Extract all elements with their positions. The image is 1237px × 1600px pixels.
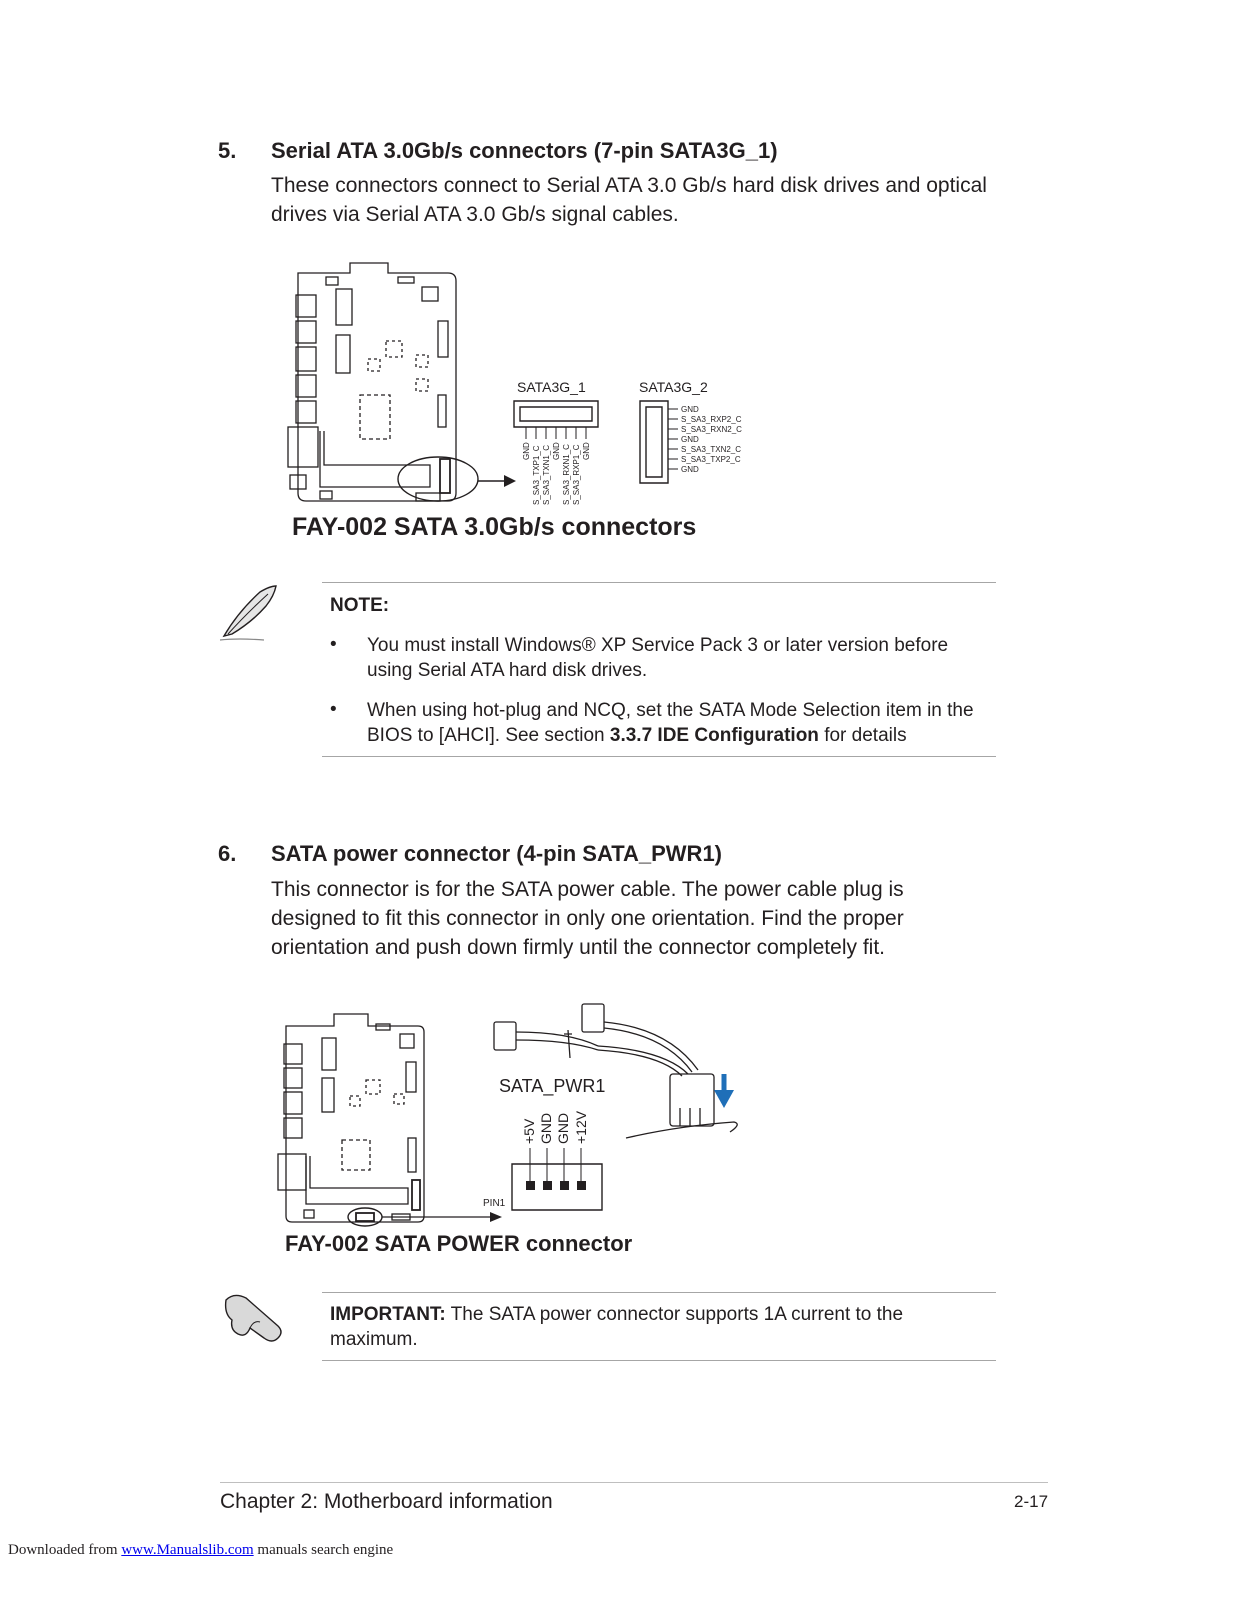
sata3g-1-pin-5: S_SA3_RXN1_C	[562, 444, 571, 505]
sata-pwr-pin-1: +5V	[521, 1118, 537, 1144]
note-heading: NOTE:	[330, 595, 390, 616]
section-6-body: This connector is for the SATA power cable. The power cable plug is designed to fit this connector in only one orientation. Find the proper orientation and push down firmly until the connector completely fit.	[271, 878, 904, 959]
motherboard-layout-1	[288, 263, 456, 501]
figure-2-caption: FAY-002 SATA POWER connector	[285, 1231, 633, 1256]
section-6-number: 6.	[218, 841, 237, 866]
sata3g-2-pin-6: S_SA3_TXP2_C	[681, 455, 741, 464]
note-bullet-2-bold: 3.3.7 IDE Configuration	[609, 725, 819, 746]
power-connector-highlight-ellipse	[348, 1208, 382, 1226]
footer-chapter: Chapter 2: Motherboard information	[220, 1490, 553, 1513]
footer-rule	[220, 1482, 1048, 1483]
sata3g-1-connector	[514, 401, 598, 427]
sata3g-1-pin-6: S_SA3_RXP1_C	[572, 444, 581, 505]
sata-connectors-diagram	[270, 255, 770, 515]
note-bullet-2-pre: When using hot-plug and NCQ, set the SATA Mode Selection item in the BIOS to [AHCI]. See section	[367, 700, 974, 746]
sata-pwr1-label: SATA_PWR1	[499, 1076, 606, 1096]
sata3g-1-pin-4: GND	[552, 442, 561, 460]
feather-pen-icon	[218, 582, 282, 644]
sata-pwr-pin-2: GND	[538, 1112, 554, 1144]
important-body: The SATA power connector supports 1A current to the maximum.	[330, 1304, 904, 1350]
sata3g-2-label: SATA3G_2	[639, 379, 708, 395]
sata-power-connector-diagram	[268, 998, 748, 1228]
section-5-number: 5.	[218, 138, 237, 163]
sata-pwr-pin-3: GND	[555, 1112, 571, 1144]
sata3g-1-pin-1: GND	[522, 442, 531, 460]
connector-highlight-ellipse	[398, 457, 478, 501]
download-prefix: Downloaded from	[8, 1542, 122, 1558]
section-5-title: Serial ATA 3.0Gb/s connectors (7-pin SATA3G_1)	[271, 138, 778, 163]
download-banner	[8, 1542, 393, 1559]
note-bullet-1-marker: •	[330, 634, 337, 655]
sata-pwr-pin-4: +12V	[573, 1110, 589, 1144]
important-top-rule	[322, 1292, 996, 1293]
sata3g-2-connector	[640, 401, 668, 483]
sata-pwr1-connector	[512, 1164, 602, 1210]
sata3g-1-pin-2: S_SA3_TXP1_C	[532, 445, 541, 505]
download-suffix: manuals search engine	[253, 1542, 394, 1558]
sata3g-1-label: SATA3G_1	[517, 379, 586, 395]
section-6-title: SATA power connector (4-pin SATA_PWR1)	[271, 841, 723, 866]
important-label: IMPORTANT:	[330, 1304, 446, 1325]
sata3g-2-pin-1: GND	[681, 405, 699, 414]
note-top-rule	[322, 582, 996, 583]
sata3g-1-pin-7: GND	[582, 442, 591, 460]
sata-power-cable	[494, 1004, 737, 1138]
footer-page-number: 2-17	[1014, 1492, 1049, 1511]
push-down-arrow-icon	[714, 1090, 734, 1108]
important-bottom-rule	[322, 1360, 996, 1361]
sata3g-2-pin-7: GND	[681, 465, 699, 474]
sata3g-2-pin-5: S_SA3_TXN2_C	[681, 445, 742, 454]
note-bullet-2-text	[367, 698, 997, 748]
sata3g-2-pin-4: GND	[681, 435, 699, 444]
note-bullet-2-post: for details	[818, 725, 907, 746]
pointing-hand-icon	[220, 1290, 290, 1346]
sata3g-1-pin-3: S_SA3_TXN1_C	[542, 444, 551, 505]
arrow-right-icon-2	[490, 1212, 502, 1222]
section-5-body: These connectors connect to Serial ATA 3.0 Gb/s hard disk drives and optical drives via Serial ATA 3.0 Gb/s signal cables.	[271, 174, 987, 226]
figure-1-caption: FAY-002 SATA 3.0Gb/s connectors	[292, 513, 697, 541]
pin1-label: PIN1	[483, 1198, 506, 1209]
motherboard-layout-2	[278, 1014, 424, 1222]
manualslib-link[interactable]: www.Manualslib.com	[121, 1542, 254, 1558]
note-bullet-2-marker: •	[330, 699, 337, 720]
note-bullet-1-text: You must install Windows® XP Service Pack 3 or later version before using Serial ATA hard disk drives.	[367, 635, 949, 681]
sata3g-2-pin-3: S_SA3_RXN2_C	[681, 425, 742, 434]
arrow-right-icon	[504, 475, 516, 487]
sata3g-2-pin-2: S_SA3_RXP2_C	[681, 415, 742, 424]
note-bottom-rule	[322, 756, 996, 757]
important-text	[330, 1302, 950, 1352]
